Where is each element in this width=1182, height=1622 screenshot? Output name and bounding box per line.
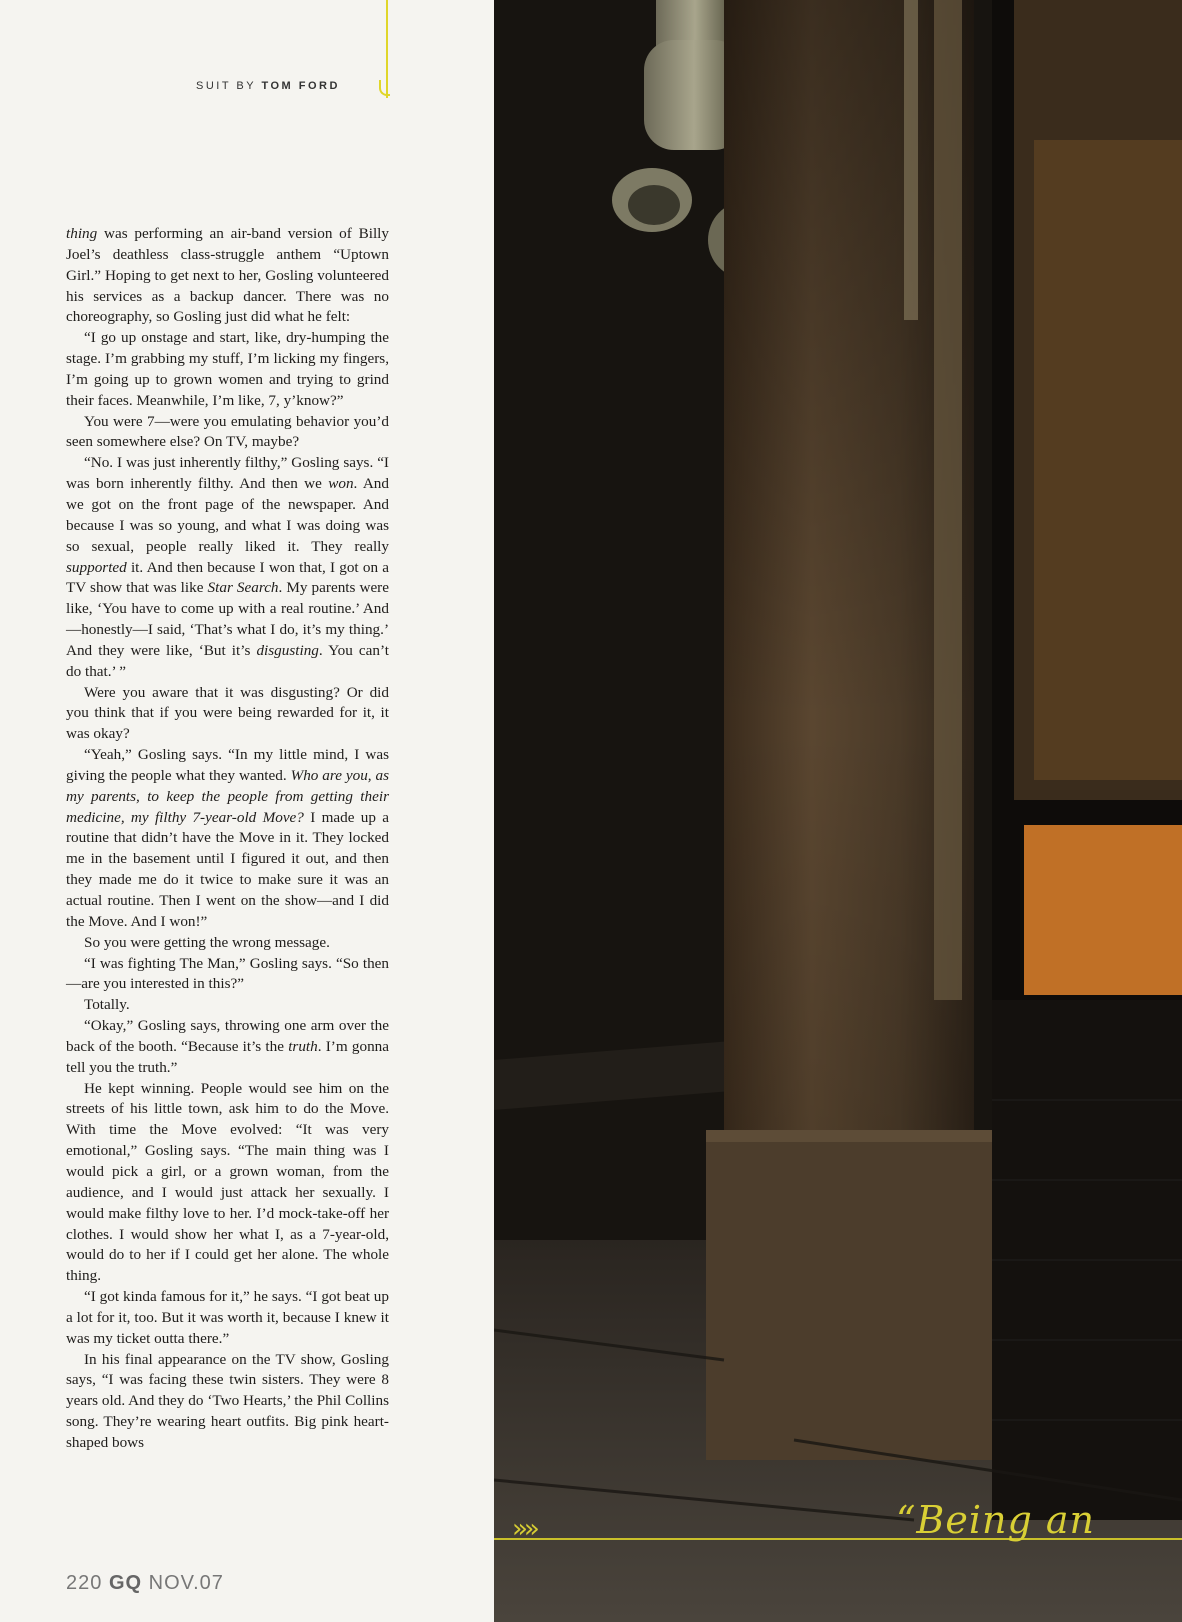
paragraph-text: . You can’t do that.’ ” xyxy=(66,641,389,680)
photo-illustration xyxy=(494,0,1182,1622)
paragraph-text: “Okay,” Gosling says, throwing one arm over the back of the booth. “Because it’s the xyxy=(66,1017,389,1055)
paragraph xyxy=(66,328,389,411)
paragraph xyxy=(66,1016,389,1079)
emphasis: disgusting xyxy=(256,641,319,659)
paragraph-text: . My parents were like, ‘You have to come up with a real routine.’ And—honestly—I said, ‘That’s what I do, it’s my thing.’ And they were like, ‘But it’s xyxy=(66,579,389,659)
paragraph-text: He kept winning. People would see him on the streets of his little town, ask him to do the Move. With time the Move evolved: “It was very emotional,” Gosling says. “The main thing was I would pick a girl, or a grown woman, from the audience, and I would just attack her sexually. I would make filthy love to her. I’d mock-take-off her clothes. I would show her what I, as a 7-year-old, would do to her if I could get her alone. The whole thing. xyxy=(66,1079,389,1285)
paragraph xyxy=(66,1350,389,1454)
paragraph-text: So you were getting the wrong message. xyxy=(84,933,330,951)
paragraph-text: it. And then because I won that, I got on a TV show that was like xyxy=(66,558,389,597)
orange-panel xyxy=(1024,825,1182,995)
paragraph-text: “I was fighting The Man,” Gosling says. “So then—are you interested in this?” xyxy=(66,954,389,993)
page-folio xyxy=(66,1572,224,1595)
paragraph-text: “Yeah,” Gosling says. “In my little mind, I was giving the people what they wanted. xyxy=(66,746,389,784)
paragraph-text: Totally. xyxy=(84,996,130,1014)
paragraph-text: . I’m gonna tell you the truth.” xyxy=(66,1037,389,1076)
emphasis: supported xyxy=(66,558,127,576)
street-photo xyxy=(494,0,1182,1622)
paragraph-text: “I got kinda famous for it,” he says. “I got beat up a lot for it, too. But it was worth it, because I knew it was my ticket outta there.” xyxy=(66,1288,389,1347)
pillar-base xyxy=(706,1130,992,1460)
magazine-name: GQ xyxy=(108,1572,143,1594)
paragraph xyxy=(66,412,389,454)
text-column xyxy=(0,0,494,1622)
paragraph-text: Were you aware that it was disgusting? Or did you think that if you were being rewarded for it, it was okay? xyxy=(66,683,389,743)
paragraph xyxy=(66,224,389,328)
pillar-trim xyxy=(934,0,962,1000)
issue-date: NOV.07 xyxy=(148,1572,224,1594)
paragraph xyxy=(66,1079,389,1287)
paragraph-text: “I go up onstage and start, like, dry-humping the stage. I’m grabbing my stuff, I’m licking my fingers, I’m going up to grown women and trying to grind their faces. Meanwhile, I’m like, 7, y’know?” xyxy=(66,329,389,409)
pullquote-text: “Being an xyxy=(896,1498,1095,1542)
paragraph-text: In his final appearance on the TV show, Gosling says, “I was facing these twin sisters. They were 8 years old. And they do ‘Two Hearts,’ the Phil Collins song. They’re wearing heart outfits. Big pink heart-shaped bows xyxy=(66,1350,389,1451)
emphasis: Who are you, as my parents, to keep the people from getting their medicine, my filthy 7-year-old Move? xyxy=(66,766,389,826)
pullquote-arrows: »» xyxy=(512,1514,536,1544)
accent-tick xyxy=(379,80,390,96)
credit-prefix: SUIT BY xyxy=(196,80,262,92)
paragraph xyxy=(66,453,389,682)
paragraph-text: I made up a routine that didn’t have the Move in it. They locked me in the basement until I figured it out, and then they made me do it twice to make sure it was an actual routine. Then I went on the show—and I did the Move. And I won!” xyxy=(66,808,389,930)
paragraph xyxy=(66,933,389,954)
emphasis: truth xyxy=(288,1037,318,1055)
paragraph xyxy=(66,745,389,933)
emphasis: thing xyxy=(66,225,98,242)
article-body xyxy=(66,224,389,1454)
paragraph xyxy=(66,1287,389,1350)
paragraph-text: was performing an air-band version of Billy Joel’s deathless class-struggle anthem “Uptown Girl.” Hoping to get next to her, Gosling volunteered his services as a backup dancer. There was no choreography, so Gosling just did what he felt: xyxy=(66,225,389,326)
paragraph xyxy=(66,995,389,1016)
wardrobe-credit xyxy=(196,80,340,92)
page-number: 220 xyxy=(66,1572,103,1594)
paragraph-text: You were 7—were you emulating behavior you’d seen somewhere else? On TV, maybe? xyxy=(66,412,389,451)
paragraph xyxy=(66,683,389,746)
paragraph xyxy=(66,954,389,996)
emphasis: Star Search xyxy=(207,579,279,597)
paragraph-text: . And we got on the front page of the newspaper. And because I was so young, and what I was doing was so sexual, people really liked it. They really xyxy=(66,475,389,555)
paragraph-text: “No. I was just inherently filthy,” Gosling says. “I was born inherently filthy. And then we xyxy=(66,454,389,493)
credit-brand: TOM FORD xyxy=(261,80,340,92)
emphasis: won xyxy=(328,475,354,493)
